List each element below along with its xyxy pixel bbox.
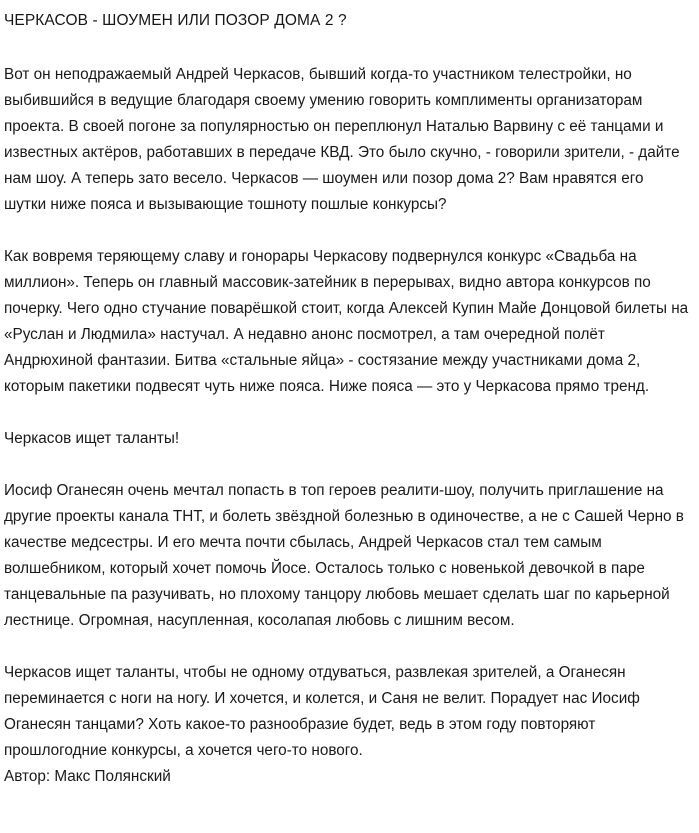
- article-title: ЧЕРКАСОВ - ШОУМЕН ИЛИ ПОЗОР ДОМА 2 ?: [4, 12, 347, 29]
- article-paragraph: Вот он неподражаемый Андрей Черкасов, бывший когда-то участником телестройки, но выбившийся в ведущие благодаря своему умению говорить комплименты организаторам проекта. В своей погоне за популярностью он переплюнул Наталью Варвину с её танцами и известных актёров, работавших в передаче КВД. Это было скучно, - говорили зрители, - дайте нам шоу. А теперь зато весело. Черкасов — шоумен или позор дома 2? Вам нравятся его шутки ниже пояса и вызывающие тошноту пошлые конкурсы?: [4, 66, 680, 213]
- article-paragraph: Черкасов ищет таланты!: [4, 430, 180, 447]
- article-body: [4, 62, 689, 790]
- article-paragraph: Черкасов ищет таланты, чтобы не одному отдуваться, развлекая зрителей, а Оганесян переминается с ноги на ногу. И хочется, и колется, и Саня не велит. Порадует нас Иосиф Оганесян танцами? Хоть какое-то разнообразие будет, ведь в этом году повторяют прошлогодние конкурсы, а хочется чего-то нового.: [4, 664, 640, 759]
- article-paragraph: Как вовремя теряющему славу и гонорары Черкасову подвернулся конкурс «Свадьба на миллион». Теперь он главный массовик-затейник в перерывах, видно автора конкурсов по почерку. Чего одно стучание поварёшкой стоит, когда Алексей Купин Майе Донцовой билеты на «Руслан и Людмила» настучал. А недавно анонс посмотрел, а там очередной полёт Андрюхиной фантазии. Битва «стальные яйца» - состязание между участниками дома 2, которым пакетики подвесят чуть ниже пояса. Ниже пояса — это у Черкасова прямо тренд.: [4, 248, 689, 395]
- article-byline: Автор: Макс Полянский: [4, 768, 171, 785]
- article-paragraph: Иосиф Оганесян очень мечтал попасть в топ героев реалити-шоу, получить приглашение на другие проекты канала ТНТ, и болеть звёздной болезнью в одиночестве, а не с Сашей Черно в качестве медсестры. И его мечта почти сбылась, Андрей Черкасов стал тем самым волшебником, который хочет помочь Йосе. Осталось только с новенькой девочкой в паре танцевальные па разучивать, но плохому танцору любовь мешает сделать шаг по карьерной лестнице. Огромная, насупленная, косолапая любовь с лишним весом.: [4, 482, 684, 629]
